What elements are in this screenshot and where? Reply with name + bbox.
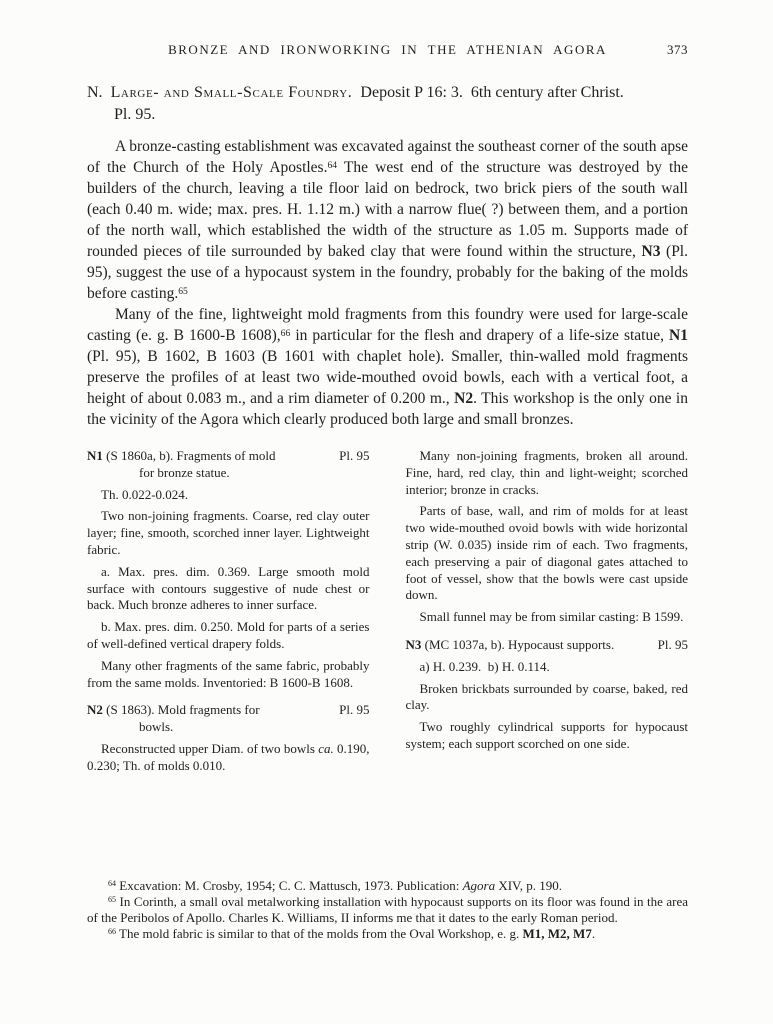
catalog-paragraph: Two roughly cylindrical supports for hypocaust system; each support scorched on one side. — [405, 719, 688, 751]
body-text — [87, 136, 688, 430]
catalog-paragraph: Many other fragments of the same fabric, probably from the same molds. Inventoried: B 1600-B 1608. — [87, 657, 370, 690]
entry-head-N1 — [87, 448, 370, 465]
catalog-paragraph: Broken brickbats surrounded by coarse, baked, red clay. — [405, 680, 688, 713]
catalog-entries — [87, 448, 688, 775]
catalog-paragraph: b. Max. pres. dim. 0.250. Mold for parts of a series of well-defined vertical drapery folds. — [87, 619, 370, 651]
catalog-column-right — [406, 448, 689, 775]
entry-title-N2: N2 (S 1863). Mold fragments for — [87, 702, 260, 718]
section-heading-line: N. Large- and Small-Scale Foundry. Deposit P 16: 3. 6th century after Christ. — [87, 84, 624, 101]
footnote-66: $^{66}$ The mold fabric is similar to that of the molds from the Oval Workshop, e. g. M1, M2, M7. — [108, 926, 596, 941]
entry-head-N2 — [87, 702, 370, 719]
entry-title-continuation: for bronze statue. — [139, 464, 230, 480]
section-heading-plate-ref: Pl. 95. — [114, 106, 156, 123]
body-paragraph-2: Many of the fine, lightweight mold fragments from this foundry were used for large-scale casting (e. g. B 1600-B 1608),$^{66}$ in particular for the flesh and drapery of a life-size statue, N1 (Pl. 95), B 1602, B 1603 (B 1601 with chaplet hole). Smaller, thin-walled mold fragments preserve the profiles of at least two wide-mouthed ovoid bowls, each with a vertical foot, a height of about 0.083 m., and a rim diameter of 0.200 m., N2. This workshop is the only one in the vicinity of the Agora which clearly produced both large and small bronzes. — [87, 306, 688, 428]
footnote-64: $^{64}$ Excavation: M. Crosby, 1954; C. C. Mattusch, 1973. Publication: Agora XIV, p. 190. — [108, 878, 563, 893]
catalog-paragraph: Small funnel may be from similar casting: B 1599. — [419, 609, 684, 625]
entry-head-N3 — [406, 637, 689, 654]
footnotes — [87, 878, 688, 942]
catalog-paragraph-measurements: a) H. 0.239. b) H. 0.114. — [419, 658, 550, 674]
plate-ref: Pl. 95 — [339, 702, 370, 718]
entry-title-N1: N1 (S 1860a, b). Fragments of mold — [87, 448, 276, 463]
plate-ref: Pl. 95 — [657, 636, 688, 652]
catalog-paragraph: Parts of base, wall, and rim of molds for at least two wide-mouthed ovoid bowls with wide horizontal strip (W. 0.035) inside rim of each. Two fragments, each preserving a pair of diagonal gates attached to foot of vessel, show that the bowls were cast upside down. — [405, 503, 688, 603]
catalog-paragraph: Many non-joining fragments, broken all around. Fine, hard, red clay, thin and light-weight; scorched interior; bronze in cracks. — [405, 448, 688, 497]
entry-title-continuation: bowls. — [139, 719, 174, 735]
entry-title-N3: N3 (MC 1037a, b). Hypocaust supports. — [405, 636, 615, 652]
footnote-65: $^{65}$ In Corinth, a small oval metalworking installation with hypocaust supports on its floor was found in the area of the Peribolos of Apollo. Charles K. Williams, II informs me that it dates to the early Roman period. — [87, 894, 688, 925]
catalog-paragraph: a. Max. pres. dim. 0.369. Large smooth mold surface with contours suggestive of nude chest or back. Much bronze adheres to inner surface. — [87, 563, 370, 613]
page-number: 373 — [667, 42, 688, 57]
catalog-paragraph-dimensions: Th. 0.022-0.024. — [101, 486, 189, 502]
catalog-column-left — [87, 448, 370, 775]
body-paragraph-1: A bronze-casting establishment was excavated against the southeast corner of the south apse of the Church of the Holy Apostles.$^{64}$ The west end of the structure was destroyed by the builders of the church, leaving a tile floor laid on bedrock, two brick piers of the south wall (each 0.40 m. wide; max. pres. H. 1.12 m.) with a narrow flue( ?) between them, and a portion of the north wall, which established the width of the structure as 1.05 m. Supports made of rounded pieces of tile surrounded by baked clay that were found within the structure, N3 (Pl. 95), suggest the use of a hypocaust system in the foundry, probably for the baking of the molds before casting.$^{65}$ — [87, 138, 688, 302]
catalog-paragraph: Two non-joining fragments. Coarse, red clay outer layer; fine, smooth, scorched inner layer. Lightweight fabric. — [87, 508, 370, 557]
running-head-title: BRONZE AND IRONWORKING IN THE ATHENIAN AGORA — [168, 42, 607, 57]
section-heading — [87, 82, 688, 126]
running-head — [87, 42, 688, 58]
plate-ref: Pl. 95 — [339, 448, 370, 463]
catalog-paragraph: Reconstructed upper Diam. of two bowls ca. 0.190, 0.230; Th. of molds 0.010. — [87, 740, 370, 773]
